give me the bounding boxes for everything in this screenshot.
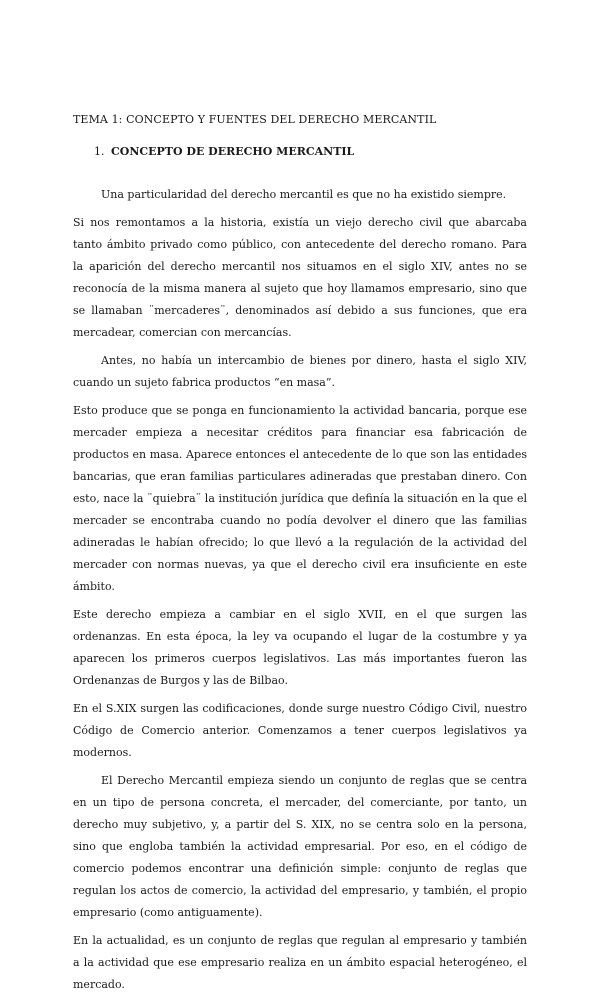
paragraph-4: Esto produce que se ponga en funcionamiento la actividad bancaria, porque ese mercader empieza a necesitar créditos para financiar esa fabricación de productos en masa. Aparece entonces el antecedente de lo que son las entidades bancarias, que eran familias particulares adineradas que prestaban dinero. Con esto, nace la ¨quiebra¨ la institución jurídica que definía la situación en la que el mercader se encontraba cuando no podía devolver el dinero que las familias adineradas le habían ofrecido; lo que llevó a la regulación de la actividad del mercader con normas nuevas, ya que el derecho civil era insuficiente en este ámbito.	[73, 404, 527, 593]
paragraph-6: En el S.XIX surgen las codificaciones, donde surge nuestro Código Civil, nuestro Código de Comercio anterior. Comenzamos a tener cuerpos legislativos ya modernos.	[73, 702, 527, 759]
paragraph-3: Antes, no había un intercambio de bienes por dinero, hasta el siglo XIV, cuando un sujeto fabrica productos “en masa”.	[73, 354, 527, 389]
section-number: 1.	[94, 145, 105, 158]
paragraph-7: El Derecho Mercantil empieza siendo un conjunto de reglas que se centra en un tipo de persona concreta, el mercader, del comerciante, por tanto, un derecho muy subjetivo, y, a partir del S. XIX, no se centra solo en la persona, sino que engloba también la actividad empresarial. Por eso, en el código de comercio podemos encontrar una definición simple: conjunto de reglas que regulan los actos de comercio, la actividad del empresario, y también, el propio empresario (como antiguamente).	[73, 774, 527, 919]
paragraph-2: Si nos remontamos a la historia, existía un viejo derecho civil que abarcaba tanto ámbito privado como público, con antecedente del derecho romano. Para la aparición del derecho mercantil nos situamos en el siglo XIV, antes no se reconocía de la misma manera al sujeto que hoy llamamos empresario, sino que se llamaban ¨mercaderes¨, denominados así debido a sus funciones, que era mercadear, comercian con mercancías.	[73, 216, 527, 339]
document-title: TEMA 1: CONCEPTO Y FUENTES DEL DERECHO MERCANTIL	[73, 113, 437, 126]
paragraph-5: Este derecho empieza a cambiar en el siglo XVII, en el que surgen las ordenanzas. En esta época, la ley va ocupando el lugar de la costumbre y ya aparecen los primeros cuerpos legislativos. Las más importantes fueron las Ordenanzas de Burgos y las de Bilbao.	[73, 608, 527, 687]
paragraph-8: En la actualidad, es un conjunto de reglas que regulan al empresario y también a la actividad que ese empresario realiza en un ámbito espacial heterogéneo, el mercado.	[73, 934, 527, 991]
section-heading-text: CONCEPTO DE DERECHO MERCANTIL	[111, 145, 355, 158]
paragraph-1: Una particularidad del derecho mercantil es que no ha existido siempre.	[101, 188, 507, 201]
section-heading	[94, 144, 527, 160]
